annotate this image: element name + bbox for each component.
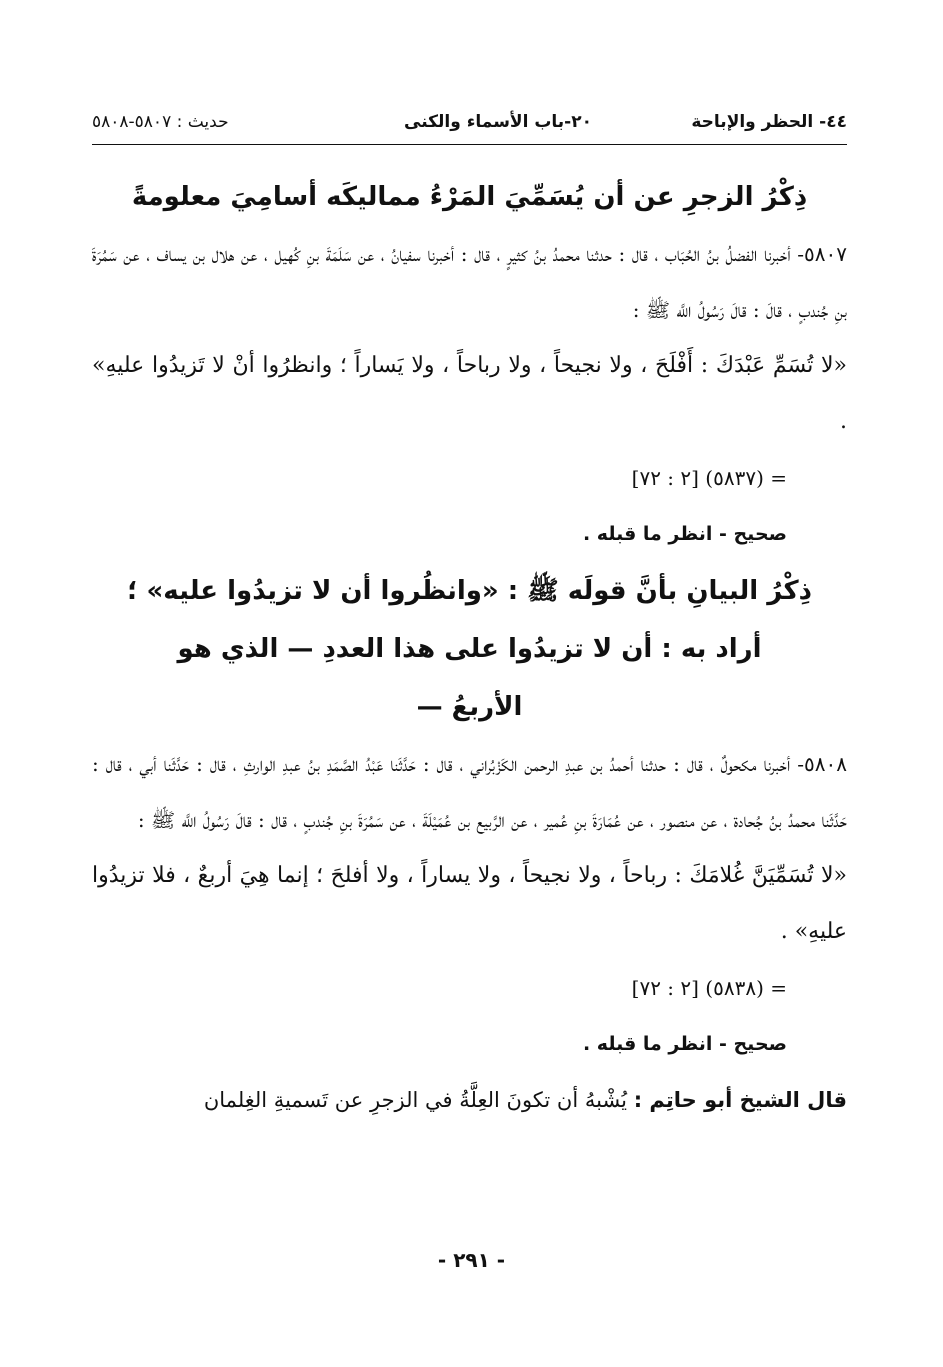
closing-lead: قال الشيخ أبو حاتِم : [633,1088,847,1112]
closing-text: يُشْبهُ أن تكونَ العِلَّةُ في الزجرِ عن تَسميةِ الغِلمان [203,1088,628,1112]
running-header [92,108,847,138]
hadith-5808-chain: ٥٨٠٨- أخبرنا مكحولٌ ، قال : حدثنا أحمدُ بن عبدِ الرحمن الكَزْبُراني ، قال : حَدَّثَنا عَبْدُ الصَّمَدِ بنُ عبدِ الوارثِ ، قال : حَدَّثَنا أبي ، قال : حَدَّثَنا محمدُ بنُ جُحادة ، عن منصور ، عن عُمَارَةَ بنِ عُمير ، عن الرَّبيع بن عُمَيْلَةَ ، عن سَمُرَةَ بنِ جُندبٍ ، قال : قالَ رَسُولُ اللَّه ﷺ : [92,752,847,832]
hadith-5808-text: «لا تُسَمِّيَنَّ غُلامَكَ : رباحاً ، ولا نجيحاً ، ولا يساراً ، ولا أفلحَ ؛ إنما هِيَ أربعٌ ، فلا تزيدُوا عليهِ» . [92,863,847,944]
hadith-range: حديث : ٥٨٠٧-٥٨٠٨ [92,112,229,132]
page-number: - ٢٩١ - [437,1248,506,1272]
heading-bayan-line-2: أراد به : أن لا تزيدُوا على هذا العددِ — الذي هو [177,634,762,664]
heading-zajr: ذِكْرُ الزجرِ عن أن يُسَمِّيَ المَرْءُ مماليكَه أسامِيَ معلومةً [131,182,808,212]
section-title: ٢٠-باب الأسماء والكنى [404,112,592,132]
chapter-title: ٤٤- الحظر والإباحة [691,112,847,132]
heading-bayan-line-1: ذِكْرُ البيانِ بأنَّ قولَه ﷺ : «وانظُروا أن لا تزيدُوا عليه» ؛ [127,576,812,606]
hadith-5808-grade: صحيح - انظر ما قبله . [582,1033,787,1055]
hadith-5807-chain: ٥٨٠٧- أخبرنا الفضلُ بنُ الحُبَاب ، قال : حدثنا محمدُ بنُ كثيرٍ ، قال : أخبرنا سفيانُ ، عن سَلَمَةَ بنِ كُهيل ، عن هلال بن يساف ، عن سَمُرَةَ بنِ جُندبٍ ، قالَ : قالَ رَسُولُ اللَّه ﷺ : [92,242,847,322]
heading-bayan-line-3: الأربعُ — [416,692,523,722]
header-rule [92,144,847,145]
closing-paragraph [92,1072,847,1128]
page-body [92,168,847,1128]
hadith-5807-reference: = (٥٨٣٧) [٢ : ٧٢] [631,466,787,490]
hadith-5807-grade: صحيح - انظر ما قبله . [582,523,787,545]
hadith-5807-text: «لا تُسَمِّ عَبْدَكَ : أَفْلَحَ ، ولا نجيحاً ، ولا رباحاً ، ولا يَساراً ؛ وانظرُوا أنْ لا تَزيدُوا عليهِ» . [92,353,847,434]
hadith-5808-reference: = (٥٨٣٨) [٢ : ٧٢] [631,976,787,1000]
